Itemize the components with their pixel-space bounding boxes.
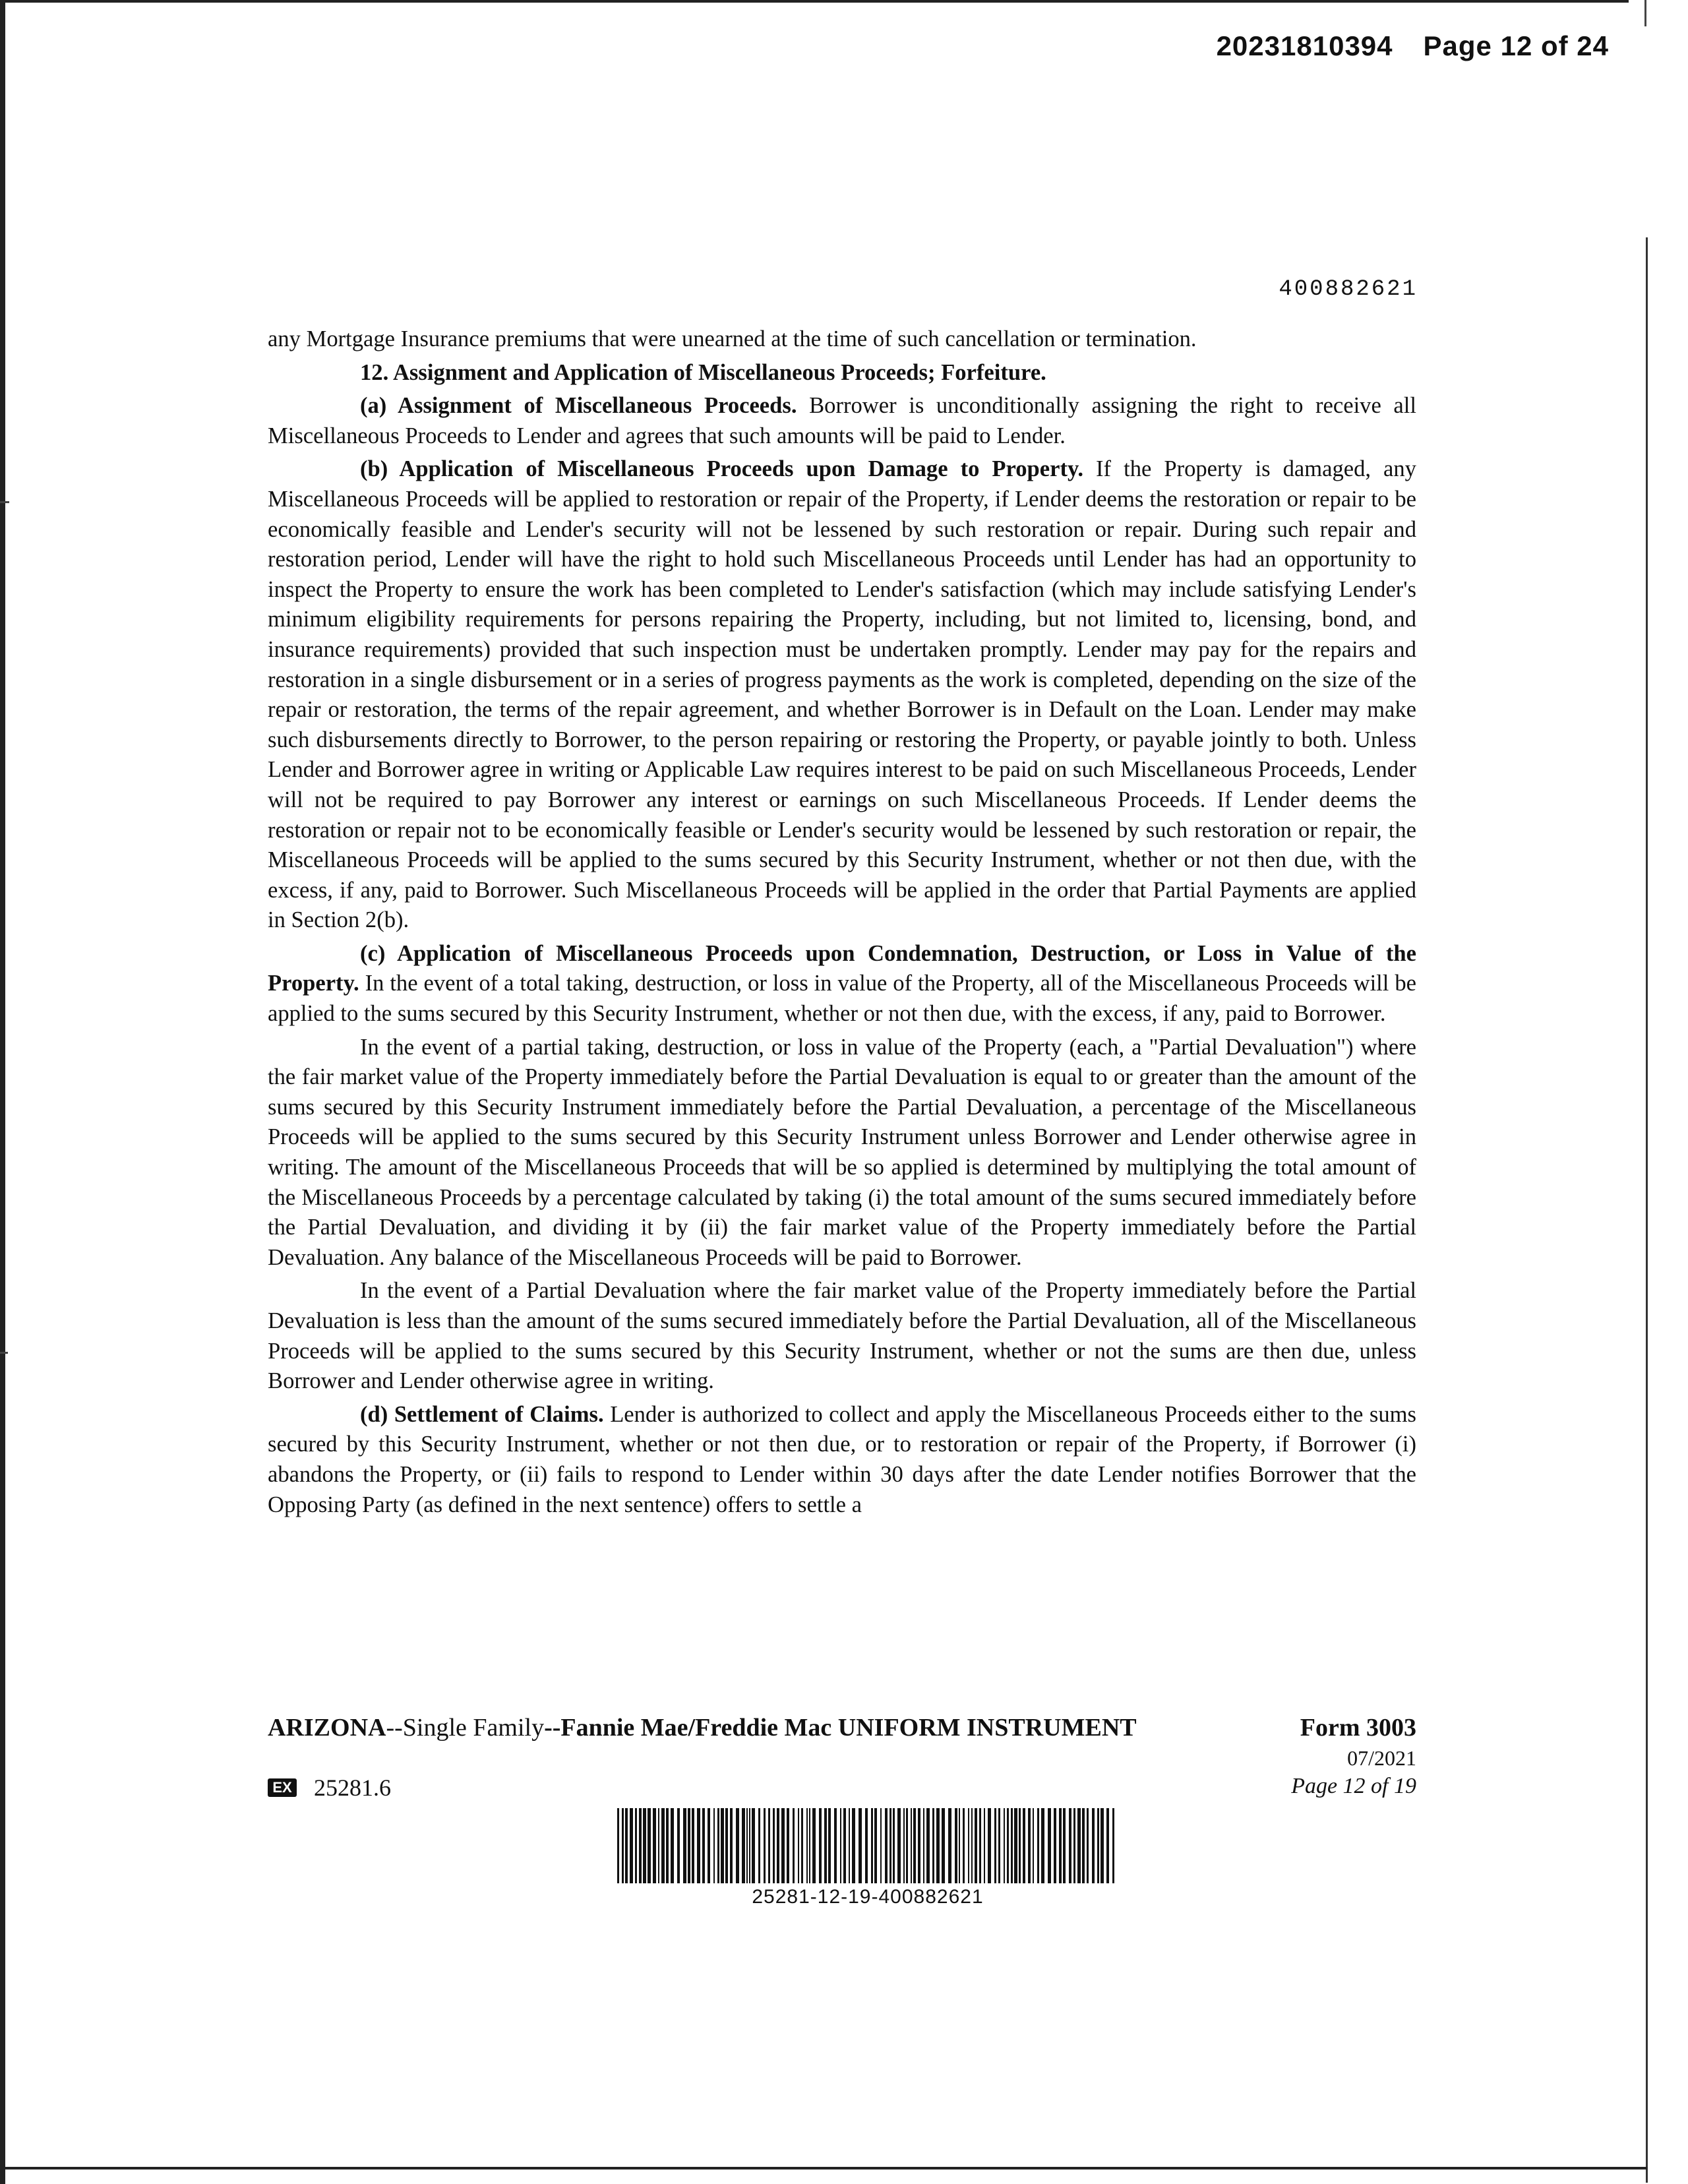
form-sep-2: -- xyxy=(544,1714,561,1742)
barcode-bar xyxy=(801,1808,803,1883)
barcode-bar xyxy=(911,1808,912,1883)
barcode-bar xyxy=(1087,1808,1089,1883)
paragraph-continuation: any Mortgage Insurance premiums that were unearned at the time of such cancellation or termination. xyxy=(268,326,1197,351)
barcode-bar xyxy=(1014,1808,1017,1883)
barcode-bar xyxy=(768,1808,770,1883)
paragraph-c-less: In the event of a Partial Devaluation where the fair market value of the Property immediately before the Partial Devaluation is less than the amount of the sums secured immediately before the Partial Devaluation, all of the Miscellaneous Proceeds will be applied to the sums secured by this Security Instrument, whether or not the sums are then due, unless Borrower and Lender otherwise agree in writing. xyxy=(268,1278,1416,1394)
form-date: 07/2021 xyxy=(1347,1746,1416,1770)
barcode-bar xyxy=(998,1808,1000,1883)
barcode-bar xyxy=(988,1808,991,1883)
barcode-bar xyxy=(635,1808,637,1883)
barcode-bar xyxy=(984,1808,985,1883)
barcode-bar xyxy=(871,1808,873,1883)
vendor-logo-icon: EX xyxy=(268,1778,297,1797)
barcode-bar xyxy=(639,1808,642,1883)
scan-border-right xyxy=(1646,237,1648,2183)
barcode-bar xyxy=(625,1808,628,1883)
barcode-bar xyxy=(828,1808,831,1883)
heading-a: (a) Assignment of Miscellaneous Proceeds. xyxy=(360,393,797,419)
barcode-bar xyxy=(959,1808,960,1883)
barcode-bar xyxy=(692,1808,694,1883)
barcode-bar xyxy=(932,1808,934,1883)
barcode-bar xyxy=(787,1808,789,1883)
text-d: Lender is authorized to collect and apply the Miscellaneous Proceeds either to the sums secured by this Security Instrument, whether or not then due, or to restoration or repair of the Property, if Borrower (i) abandons the Property, or (ii) fails to respond to Lender within 30 days after the date Lender notifies Borrower that the Opposing Party (as defined in the next sentence) offers to settle a xyxy=(268,1401,1416,1517)
barcode-bar xyxy=(913,1808,916,1883)
barcode-bar xyxy=(749,1808,750,1883)
barcode-bar xyxy=(1059,1808,1062,1883)
barcode-bar xyxy=(653,1808,656,1883)
barcode-bar xyxy=(994,1808,996,1883)
heading-b: (b) Application of Miscellaneous Proceeds upon Damage to Property. xyxy=(360,456,1083,482)
barcode-bar xyxy=(617,1808,619,1883)
barcode-bar xyxy=(742,1808,745,1883)
form-instrument: Fannie Mae/Freddie Mac UNIFORM INSTRUMENT xyxy=(560,1714,1137,1742)
section-12-heading: 12. Assignment and Application of Miscellaneous Proceeds; Forfeiture. xyxy=(360,359,1046,385)
barcode-bar xyxy=(859,1808,862,1883)
barcode-bar xyxy=(906,1808,908,1883)
barcode-bar xyxy=(798,1808,799,1883)
barcode-bar xyxy=(688,1808,690,1883)
scan-mark xyxy=(1644,0,1646,26)
barcode-bar xyxy=(852,1808,855,1883)
scan-border-left xyxy=(0,0,5,2184)
barcode-bar xyxy=(717,1808,719,1883)
barcode-bar xyxy=(683,1808,686,1883)
barcode-bar xyxy=(725,1808,728,1883)
barcode-bar xyxy=(648,1808,651,1883)
barcode-bar xyxy=(963,1808,965,1883)
form-state: ARIZONA xyxy=(268,1714,386,1742)
paragraph-c-partial: In the event of a partial taking, destruction, or loss in value of the Property (each, a "Partial Devaluation") where the fair market value of the Property immediately before the Partial Devaluation is equal to or greater than the amount of the sums secured by this Security Instrument immediately before the Partial Devaluation, a percentage of the Miscellaneous Proceeds will be applied to the sums secured by this Security Instrument unless Borrower and Lender otherwise agree in writing. The amount of the Miscellaneous Proceeds that will be so applied is determined by multiplying the total amount of the Miscellaneous Proceeds by a percentage calculated by taking (i) the total amount of the sums secured immediately before the Partial Devaluation, and dividing it by (ii) the fair market value of the Property immediately before the Partial Devaluation. Any balance of the Miscellaneous Proceeds will be paid to Borrower. xyxy=(268,1034,1416,1270)
barcode-bar xyxy=(1073,1808,1075,1883)
barcode-bar xyxy=(721,1808,724,1883)
barcode-bar xyxy=(942,1808,945,1883)
barcode-bar xyxy=(758,1808,760,1883)
barcode-bar xyxy=(840,1808,841,1883)
section-heading xyxy=(268,358,1416,388)
barcode-bar xyxy=(1063,1808,1066,1883)
barcode-bar xyxy=(773,1808,775,1883)
barcode-bar xyxy=(1092,1808,1095,1883)
barcode-bar xyxy=(1069,1808,1071,1883)
barcode-bar xyxy=(697,1808,700,1883)
barcode-bar xyxy=(936,1808,940,1883)
barcode-bar xyxy=(1097,1808,1099,1883)
barcode-bar xyxy=(622,1808,624,1883)
barcode-bar xyxy=(948,1808,951,1883)
text-b: If the Property is damaged, any Miscellaneous Proceeds will be applied to restoration or repair of the Property, if Lender deems the restoration or repair to be economically feasible and Lender's security will not be lessened by such restoration or repair. During such repair and restoration period, Lender will have the right to hold such Miscellaneous Proceeds until Lender has had an opportunity to inspect the Property to ensure the work has been completed to Lender's satisfaction (which may include satisfying Lender's minimum eligibility requirements for persons repairing the Property, including, but not limited to, licensing, bond, and insurance requirements) provided that such inspection must be undertaken promptly. Lender may pay for the repairs and restoration in a single disbursement or in a series of progress payments as the work is completed, depending on the size of the repair or restoration, the terms of the repair agreement, and whether Borrower is in Default on the Loan. Lender may make such disbursements directly to Borrower, to the person repairing or restoring the Property, or payable jointly to both. Unless Lender and Borrower agree in writing or Applicable Law requires interest to be paid on such Miscellaneous Proceeds, Lender will not be required to pay Borrower any interest or earnings on such Miscellaneous Proceeds. If Lender deems the restoration or repair not to be economically feasible or Lender's security would be lessened by such restoration or repair, the Miscellaneous Proceeds will be applied to the sums secured by this Security Instrument, whether or not then due, with the excess, if any, paid to Borrower. Such Miscellaneous Proceeds will be applied in the order that Partial Payments are applied in Section 2(b). xyxy=(268,456,1416,933)
barcode-bar xyxy=(1106,1808,1109,1883)
barcode-bar xyxy=(918,1808,920,1883)
text-a: Borrower is unconditionally assigning the right to receive all Miscellaneous Proceeds to Lender and agrees that such amounts will be paid to Lender. xyxy=(268,393,1416,448)
barcode-number: 25281-12-19-400882621 xyxy=(752,1886,984,1908)
barcode-bar xyxy=(1023,1808,1025,1883)
barcode-bar xyxy=(1041,1808,1044,1883)
barcode-bar xyxy=(880,1808,882,1883)
barcode-bar xyxy=(1082,1808,1085,1883)
barcode-bar xyxy=(971,1808,973,1883)
form-page-number: Page 12 of 19 xyxy=(1291,1774,1416,1798)
heading-c: (c) Application of Miscellaneous Proceeds upon Condemnation, Destruction, or Loss in Value of the Property. xyxy=(268,940,1416,996)
barcode-bar xyxy=(713,1808,715,1883)
barcode-bar xyxy=(752,1808,755,1883)
barcode-icon xyxy=(617,1808,1118,1883)
barcode-bar xyxy=(843,1808,846,1883)
paragraph-b xyxy=(268,454,1416,936)
barcode-bar xyxy=(812,1808,816,1883)
barcode-bar xyxy=(708,1808,710,1883)
barcode-bar xyxy=(975,1808,977,1883)
barcode-bar xyxy=(781,1808,785,1883)
barcode-bar xyxy=(1077,1808,1081,1883)
form-doc-code xyxy=(268,1774,391,1802)
barcode-bar xyxy=(666,1808,669,1883)
barcode-bar xyxy=(1033,1808,1034,1883)
barcode-bar xyxy=(819,1808,822,1883)
form-title xyxy=(268,1713,1137,1742)
recording-page: Page 12 of 24 xyxy=(1423,30,1609,61)
barcode-bar xyxy=(968,1808,969,1883)
paragraph-d xyxy=(268,1400,1416,1520)
barcode-bar xyxy=(777,1808,779,1883)
barcode-bar xyxy=(806,1808,808,1883)
barcode-bar xyxy=(1028,1808,1031,1883)
scan-border-bottom xyxy=(0,2167,1647,2169)
barcode-bar xyxy=(955,1808,957,1883)
barcode-bar xyxy=(764,1808,766,1883)
barcode-bar xyxy=(793,1808,795,1883)
barcode-bar xyxy=(903,1808,905,1883)
barcode-bar xyxy=(865,1808,868,1883)
barcode-bar xyxy=(849,1808,850,1883)
form-number: Form 3003 xyxy=(1300,1714,1416,1742)
barcode-bar xyxy=(926,1808,930,1883)
barcode-bar xyxy=(677,1808,680,1883)
doc-code: 25281.6 xyxy=(314,1774,391,1801)
recording-header xyxy=(1217,30,1609,62)
barcode-bar xyxy=(1112,1808,1114,1883)
barcode-bar xyxy=(834,1808,837,1883)
barcode-bar xyxy=(630,1808,633,1883)
heading-d: (d) Settlement of Claims. xyxy=(360,1401,604,1427)
barcode-bar xyxy=(979,1808,981,1883)
barcode-bar xyxy=(746,1808,748,1883)
scan-mark xyxy=(0,1352,8,1354)
barcode-bar xyxy=(889,1808,891,1883)
barcode-bar xyxy=(809,1808,810,1883)
scan-mark xyxy=(0,501,9,503)
loan-number: 400882621 xyxy=(1279,277,1418,302)
barcode-bar xyxy=(885,1808,888,1883)
barcode-bar xyxy=(1007,1808,1009,1883)
barcode-bar xyxy=(1037,1808,1039,1883)
form-sep-1: -- xyxy=(386,1714,403,1742)
paragraph-a xyxy=(268,391,1416,451)
barcode-bar xyxy=(736,1808,739,1883)
barcode-block xyxy=(617,1808,1118,1908)
barcode-bar xyxy=(661,1808,665,1883)
scan-border-top xyxy=(0,0,1629,3)
paragraph-c xyxy=(268,939,1416,1029)
barcode-bar xyxy=(1004,1808,1005,1883)
barcode-bar xyxy=(1100,1808,1104,1883)
barcode-bar xyxy=(702,1808,705,1883)
text-c: In the event of a total taking, destruction, or loss in value of the Property, all of the Miscellaneous Proceeds will be applied to the sums secured by this Security Instrument, whether or not then due, with the excess, if any, paid to Borrower. xyxy=(268,971,1416,1027)
barcode-bar xyxy=(671,1808,674,1883)
barcode-bar xyxy=(1054,1808,1056,1883)
barcode-bar xyxy=(1019,1808,1021,1883)
barcode-bar xyxy=(893,1808,895,1883)
barcode-bar xyxy=(874,1808,877,1883)
document-body xyxy=(268,324,1416,1523)
barcode-bar xyxy=(658,1808,659,1883)
barcode-bar xyxy=(897,1808,901,1883)
barcode-bar xyxy=(643,1808,646,1883)
form-family: Single Family xyxy=(402,1714,545,1742)
barcode-bar xyxy=(923,1808,924,1883)
barcode-bar xyxy=(730,1808,733,1883)
barcode-bar xyxy=(1048,1808,1051,1883)
barcode-bar xyxy=(824,1808,827,1883)
barcode-bar xyxy=(1011,1808,1013,1883)
recording-number: 20231810394 xyxy=(1216,30,1393,61)
